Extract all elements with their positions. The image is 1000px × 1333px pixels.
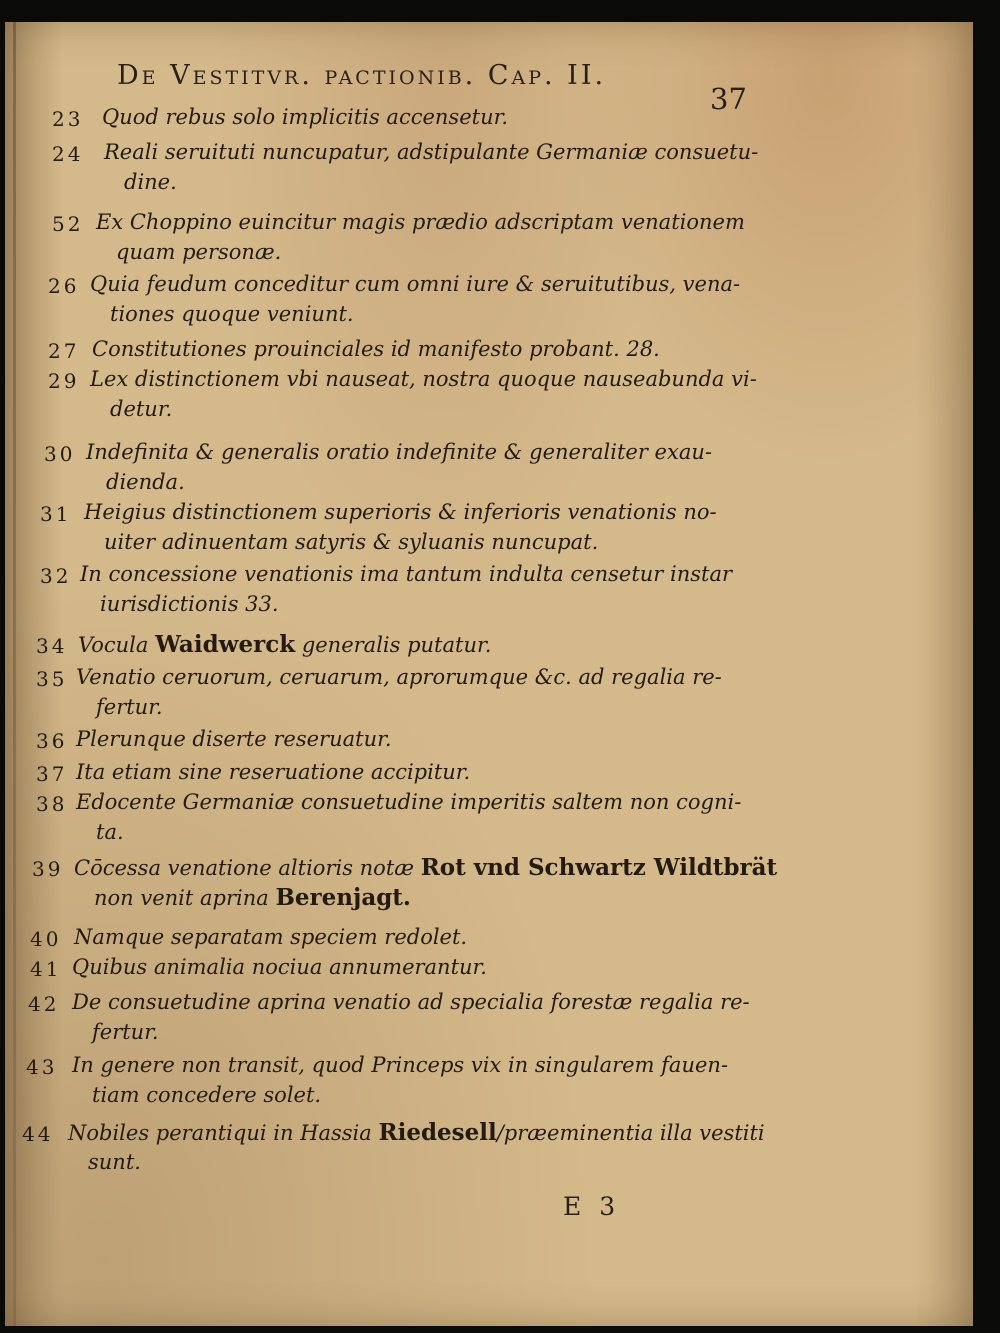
blackletter-term: Riedesell — [378, 1119, 497, 1146]
entry-number: 39 — [32, 857, 64, 881]
blackletter-term: Rot vnd Schwartz Wildtbrät — [420, 854, 778, 881]
entry-continuation-line — [96, 693, 163, 722]
entry-text: /præeminentia illa vestiti — [496, 1121, 765, 1145]
entry-text: Reali seruituti nuncupatur, adstipulante Germaniæ consuetu- — [104, 140, 759, 164]
entry-text: sunt. — [88, 1150, 141, 1174]
entry-text: Ita etiam sine reseruatione accipitur. — [76, 760, 471, 784]
entry-first-line — [92, 335, 660, 364]
entry-first-line — [78, 630, 491, 660]
summary-entry — [0, 1120, 980, 1184]
entry-text: tiam concedere solet. — [92, 1083, 322, 1107]
entry-text: fertur. — [92, 1020, 159, 1044]
entry-text: Indefinita & generalis oratio indefinite & generaliter exau- — [86, 440, 712, 464]
entry-number: 31 — [40, 502, 72, 526]
entry-continuation-line — [104, 528, 598, 557]
entry-text: In genere non transit, quod Princeps vix in singularem fauen- — [72, 1053, 729, 1077]
entry-text: ta. — [96, 820, 124, 844]
entry-text: Venatio ceruorum, ceruarum, aprorumque &c. ad regalia re- — [76, 665, 722, 689]
entry-first-line — [90, 270, 740, 299]
entry-text: dine. — [124, 170, 177, 194]
entry-text: Vocula — [78, 633, 156, 657]
summary-entry — [0, 665, 980, 729]
entry-first-line — [80, 560, 732, 589]
entry-number: 26 — [48, 274, 80, 298]
entry-first-line — [74, 853, 777, 883]
entry-number: 40 — [30, 927, 62, 951]
entry-continuation-line — [116, 238, 281, 267]
entry-text: Nobiles perantiqui in Hassia — [68, 1121, 379, 1145]
entry-text: uiter adinuentam satyris & syluanis nuncupat. — [104, 530, 599, 554]
entry-first-line — [90, 365, 757, 394]
entry-continuation-line — [94, 883, 411, 913]
entry-first-line — [72, 988, 750, 1017]
entry-first-line — [104, 138, 758, 167]
entry-text: Constitutiones prouinciales id manifesto probant. 28. — [92, 337, 660, 361]
entry-text: Namque separatam speciem redolet. — [74, 925, 468, 949]
summary-entry — [0, 790, 980, 854]
running-head: De Vestitvr. pactionib. Cap. II. — [117, 60, 607, 91]
entry-text: tiones quoque veniunt. — [110, 302, 354, 326]
summary-entry — [0, 140, 980, 204]
entry-first-line — [72, 1051, 728, 1080]
entry-first-line — [96, 208, 745, 237]
entry-number: 36 — [36, 729, 68, 753]
entry-text: non venit aprina — [94, 886, 276, 910]
summary-entry — [0, 562, 980, 626]
summary-entry — [0, 855, 980, 919]
entry-number: 37 — [36, 762, 68, 786]
entry-continuation-line — [110, 300, 354, 329]
entry-first-line — [74, 923, 467, 952]
entry-first-line — [86, 438, 712, 467]
entry-text: Quod rebus solo implicitis accensetur. — [102, 105, 509, 129]
entry-number: 27 — [48, 339, 80, 363]
entry-first-line — [84, 498, 717, 527]
entry-text: Edocente Germaniæ consuetudine imperitis saltem non cogni- — [76, 790, 742, 814]
page-number: 37 — [710, 82, 747, 116]
entry-first-line — [76, 788, 741, 817]
summary-entry — [0, 367, 980, 431]
entry-text: fertur. — [96, 695, 163, 719]
entry-text: Quibus animalia nociua annumerantur. — [72, 955, 487, 979]
blackletter-term: Waidwerck — [155, 631, 296, 658]
summary-entry — [0, 990, 980, 1054]
entry-continuation-line — [96, 818, 124, 847]
entry-number: 43 — [26, 1055, 58, 1079]
entry-text: Lex distinctionem vbi nauseat, nostra quoque nauseabunda vi- — [90, 367, 757, 391]
entry-first-line — [72, 953, 487, 982]
summary-entry — [0, 440, 980, 504]
entry-first-line — [68, 1118, 765, 1148]
entry-text: detur. — [110, 397, 173, 421]
entry-number: 24 — [52, 142, 84, 166]
entry-number: 30 — [44, 442, 76, 466]
entry-number: 41 — [30, 957, 62, 981]
entry-text: iurisdictionis 33. — [100, 592, 279, 616]
entry-number: 42 — [28, 992, 60, 1016]
entry-text: generalis putatur. — [295, 633, 492, 657]
entry-continuation-line — [100, 590, 279, 619]
entry-first-line — [76, 758, 470, 787]
entry-text: Ex Choppino euincitur magis prædio adscriptam venationem — [96, 210, 745, 234]
entry-continuation-line — [92, 1018, 159, 1047]
entry-number: 35 — [36, 667, 68, 691]
entry-number: 44 — [22, 1122, 54, 1146]
entry-text: Cōcessa venatione altioris notæ — [74, 856, 421, 880]
entry-text: In concessione venationis ima tantum indulta censetur instar — [80, 562, 733, 586]
entry-text: Quia feudum conceditur cum omni iure & seruitutibus, vena- — [90, 272, 741, 296]
entry-continuation-line — [92, 1081, 321, 1110]
entry-number: 52 — [52, 212, 84, 236]
entry-continuation-line — [88, 1148, 141, 1177]
entry-continuation-line — [110, 395, 172, 424]
entry-text: Plerunque diserte reseruatur. — [76, 727, 392, 751]
signature-mark: E3 — [563, 1192, 634, 1221]
entry-continuation-line — [106, 468, 185, 497]
entry-first-line — [76, 663, 722, 692]
entry-number: 34 — [36, 634, 68, 658]
entry-text: dienda. — [106, 470, 185, 494]
summary-entry — [0, 272, 980, 336]
entry-number: 32 — [40, 564, 72, 588]
entry-text: Heigius distinctionem superioris & inferioris venationis no- — [84, 500, 717, 524]
summary-entry — [0, 500, 980, 564]
entry-number: 23 — [52, 107, 84, 131]
summary-entry — [0, 1053, 980, 1117]
entry-continuation-line — [124, 168, 177, 197]
entry-number: 29 — [48, 369, 80, 393]
entry-first-line — [76, 725, 392, 754]
summary-entry — [0, 210, 980, 274]
entry-text: De consuetudine aprina venatio ad specialia forestæ regalia re- — [72, 990, 750, 1014]
entry-number: 38 — [36, 792, 68, 816]
entry-first-line — [102, 103, 508, 132]
entry-text: quam personæ. — [116, 240, 282, 264]
blackletter-term: Berenjagt. — [275, 884, 411, 911]
